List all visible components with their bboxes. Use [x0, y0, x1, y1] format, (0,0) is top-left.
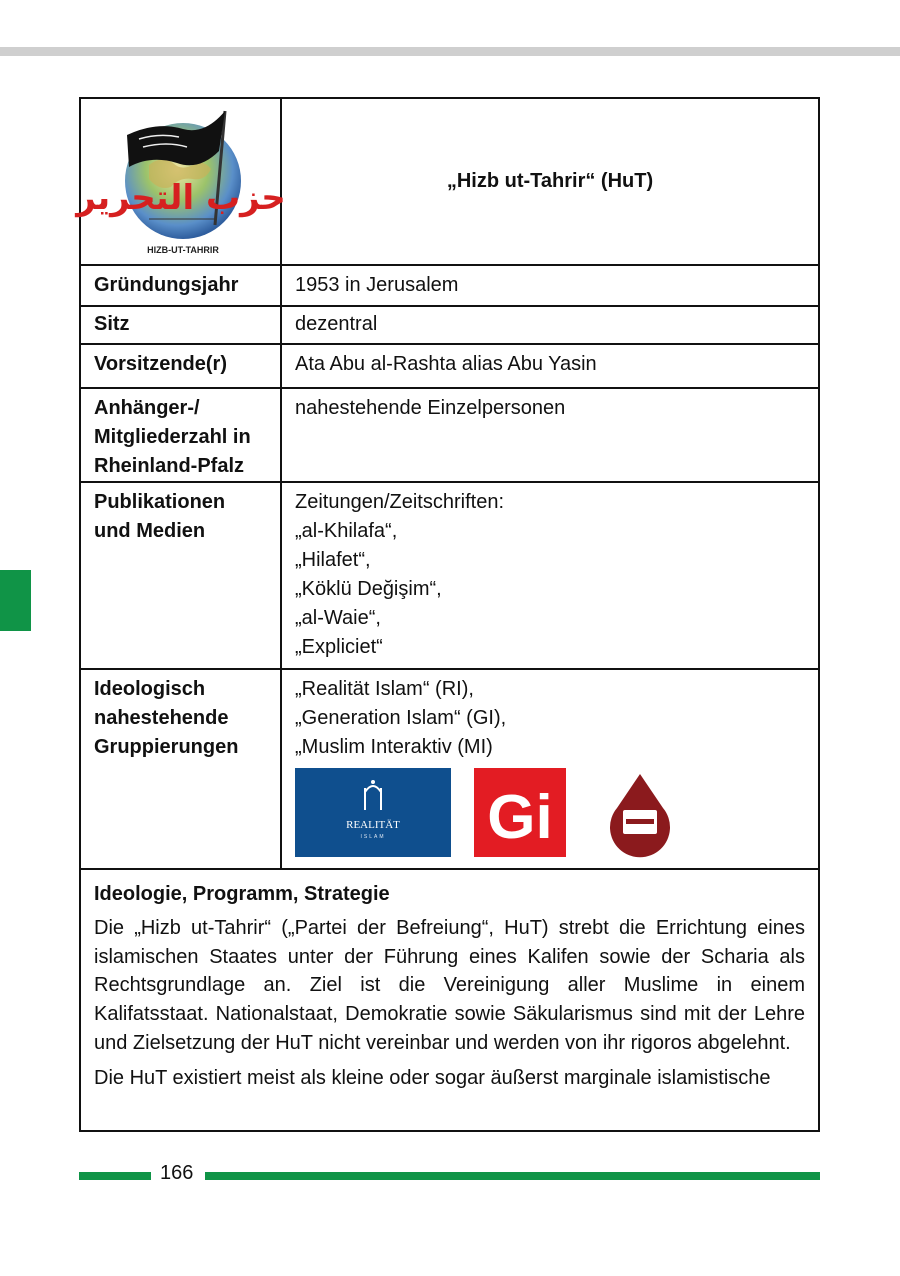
logo-cell	[76, 99, 286, 264]
hizb-ut-tahrir-logo-icon	[76, 105, 286, 257]
top-gray-rule	[0, 47, 900, 56]
ideology-section	[81, 870, 818, 1130]
logo-arabic-text: حزب التحرير	[76, 178, 286, 218]
row-value: Ata Abu al-Rashta alias Abu Yasin	[295, 353, 597, 375]
table-row	[81, 307, 818, 345]
row-label: Sitz	[94, 313, 130, 335]
row-label: Vorsitzende(r)	[94, 353, 227, 375]
row-label: Ideologisch nahestehende Gruppierungen	[94, 678, 239, 758]
footer-rule-right	[205, 1172, 820, 1180]
group-logos	[295, 768, 695, 858]
table-row	[81, 389, 818, 483]
generation-islam-logo-icon	[474, 768, 566, 857]
section-heading: Ideologie, Programm, Strategie	[94, 883, 390, 905]
realitaet-islam-logo-icon	[295, 768, 451, 857]
gi-logo-text: Gi	[487, 783, 553, 852]
row-value: 1953 in Jerusalem	[295, 274, 459, 296]
chapter-tab-marker	[0, 570, 31, 631]
ri-logo-subtext: ISLAM	[360, 834, 386, 840]
footer-rule-left	[79, 1172, 151, 1180]
table-row	[81, 670, 818, 870]
section-paragraph: Die HuT existiert meist als kleine oder sogar äußerst marginale islamistische	[94, 1066, 771, 1089]
title-cell	[282, 99, 818, 264]
logo-caption: HIZB-UT-TAHRIR	[147, 245, 219, 255]
table-row	[81, 266, 818, 307]
table-header-row	[76, 99, 818, 266]
section-paragraph: Die „Hizb ut-Tahrir“ („Partei der Befreiung“, HuT) strebt die Errichtung eines islamischen Staates unter der Führung eines Kalifen sowie der Scharia als Rechtsgrundlage an. Ziel ist die Vereinigung aller Muslime in einem Kalifatsstaat. Nationalstaat, Demokratie sowie Säkularismus sind mit der Lehre und Zielsetzung der HuT nicht vereinbar und werden von ihr rigoros abgelehnt.	[94, 917, 805, 1054]
row-value: dezentral	[295, 313, 378, 335]
row-label: Anhänger-/ Mitgliederzahl in Rheinland-Pfalz	[94, 397, 251, 477]
row-value: „Realität Islam“ (RI), „Generation Islam“ (GI), „Muslim Interaktiv (MI)	[295, 678, 507, 758]
organization-info-table	[76, 97, 820, 1132]
row-label: Gründungsjahr	[94, 274, 239, 296]
page-number: 166	[160, 1162, 194, 1184]
ri-logo-text: REALITÄT	[346, 819, 400, 831]
page-title: „Hizb ut-Tahrir“ (HuT)	[446, 170, 654, 192]
row-value: Zeitungen/Zeitschriften: „al-Khilafa“, „Hilafet“, „Köklü Değişim“, „al-Waie“, „Expliciet“	[295, 491, 504, 658]
row-label: Publikationen und Medien	[94, 491, 226, 542]
table-row	[81, 483, 818, 670]
table-row	[81, 345, 818, 389]
row-value: nahestehende Einzelpersonen	[295, 397, 566, 419]
muslim-interaktiv-logo-icon	[595, 768, 685, 857]
